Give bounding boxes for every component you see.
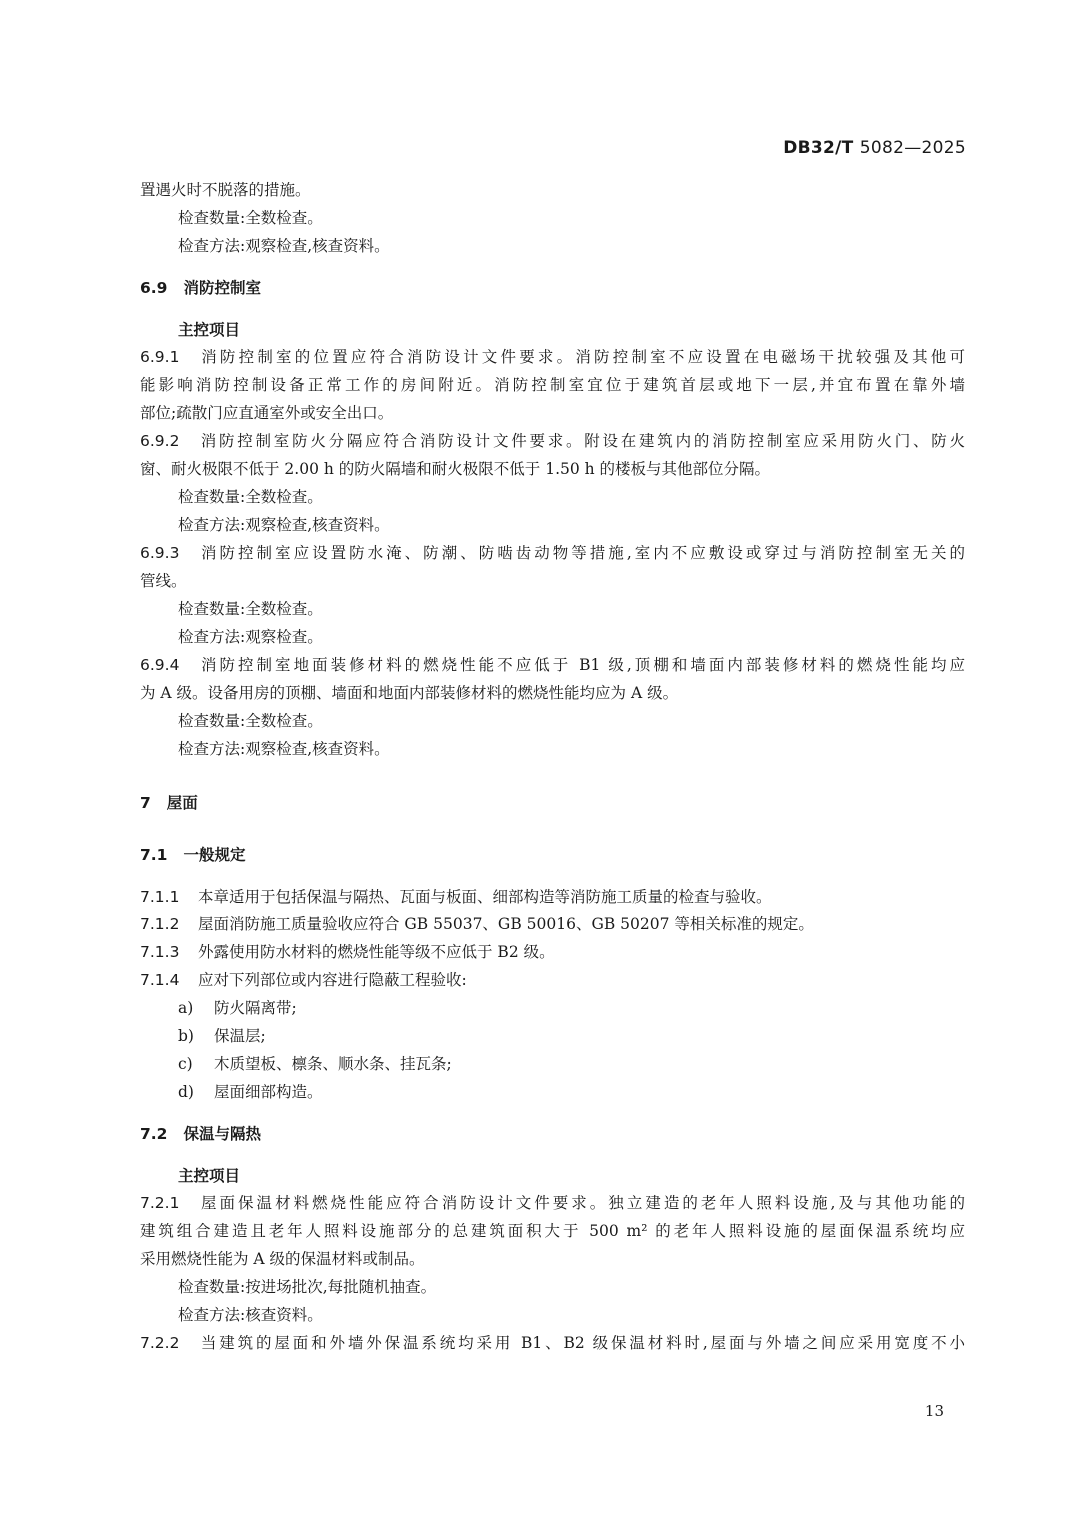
section-number: 6.9 <box>140 279 168 297</box>
clause-number: 6.9.4 <box>140 656 180 674</box>
clause-6-9-4-line-1 <box>140 655 965 675</box>
clause-7-2-2-line-1 <box>140 1333 965 1353</box>
clause-text: 本章适用于包括保温与隔热、瓦面与板面、细部构造等消防施工质量的检查与验收。 <box>198 888 772 906</box>
clause-6-9-1-line-1 <box>140 347 965 367</box>
standard-code <box>783 138 966 158</box>
clause-number: 7.1.2 <box>140 915 180 933</box>
check-method: 检查方法:核查资料。 <box>178 1306 323 1324</box>
standard-code-prefix: DB32/T <box>783 138 854 158</box>
list-item <box>178 998 1003 1018</box>
clause-7-2-1-line-2: 建筑组合建造且老年人照料设施部分的总建筑面积大于 500 m² 的老年人照料设施的屋面保温系统均应 <box>140 1222 965 1240</box>
clause-7-1-2 <box>140 914 965 934</box>
section-title: 一般规定 <box>183 846 246 864</box>
standard-code-number: 5082—2025 <box>859 138 966 158</box>
clause-number: 6.9.2 <box>140 432 180 450</box>
section-heading-6-9 <box>140 278 965 298</box>
chapter-heading-7 <box>140 793 965 813</box>
clause-text: 消防控制室地面装修材料的燃烧性能不应低于 B1 级,顶棚和墙面内部装修材料的燃烧性能均应 <box>198 656 965 674</box>
section-number: 7.2 <box>140 1125 168 1143</box>
section-heading-7-2 <box>140 1124 965 1144</box>
clause-text: 消防控制室防火分隔应符合消防设计文件要求。附设在建筑内的消防控制室应采用防火门、防火 <box>198 432 965 450</box>
list-text: 木质望板、檩条、顺水条、挂瓦条; <box>214 1055 452 1073</box>
clause-text: 应对下列部位或内容进行隐蔽工程验收: <box>198 971 467 989</box>
list-item <box>178 1026 1003 1046</box>
chapter-title: 屋面 <box>166 794 198 812</box>
clause-7-1-1 <box>140 887 965 907</box>
subheading-main-control: 主控项目 <box>178 321 241 339</box>
text-line: 置遇火时不脱落的措施。 <box>140 181 311 199</box>
list-label: c) <box>178 1055 193 1073</box>
clause-6-9-1-line-3: 部位;疏散门应直通室外或安全出口。 <box>140 404 394 422</box>
clause-7-1-4 <box>140 970 965 990</box>
clause-6-9-3-line-2: 管线。 <box>140 572 187 590</box>
list-text: 保温层; <box>214 1027 266 1045</box>
clause-number: 7.1.4 <box>140 971 180 989</box>
list-text: 防火隔离带; <box>214 999 297 1017</box>
list-label: d) <box>178 1083 194 1101</box>
list-label: a) <box>178 999 194 1017</box>
clause-number: 6.9.3 <box>140 544 180 562</box>
clause-6-9-4-line-2: 为 A 级。设备用房的顶棚、墙面和地面内部装修材料的燃烧性能均应为 A 级。 <box>140 684 679 702</box>
list-item <box>178 1054 1003 1074</box>
check-quantity: 检查数量:全数检查。 <box>178 712 323 730</box>
clause-7-2-1-line-1 <box>140 1193 965 1213</box>
subheading-main-control: 主控项目 <box>178 1167 241 1185</box>
clause-7-2-1-line-3: 采用燃烧性能为 A 级的保温材料或制品。 <box>140 1250 425 1268</box>
check-quantity: 检查数量:全数检查。 <box>178 488 323 506</box>
check-quantity: 检查数量:全数检查。 <box>178 600 323 618</box>
check-quantity: 检查数量:按进场批次,每批随机抽查。 <box>178 1278 437 1296</box>
section-title: 保温与隔热 <box>183 1125 261 1143</box>
check-method: 检查方法:观察检查,核查资料。 <box>178 516 390 534</box>
clause-number: 7.2.1 <box>140 1194 180 1212</box>
clause-6-9-2-line-1 <box>140 431 965 451</box>
clause-number: 6.9.1 <box>140 348 180 366</box>
section-title: 消防控制室 <box>183 279 261 297</box>
clause-text: 屋面保温材料燃烧性能应符合消防设计文件要求。独立建造的老年人照料设施,及与其他功能的 <box>198 1194 965 1212</box>
section-heading-7-1 <box>140 845 965 865</box>
clause-text: 消防控制室应设置防水淹、防潮、防啮齿动物等措施,室内不应敷设或穿过与消防控制室无关的 <box>198 544 965 562</box>
list-text: 屋面细部构造。 <box>214 1083 323 1101</box>
list-item <box>178 1082 1003 1102</box>
check-method: 检查方法:观察检查,核查资料。 <box>178 237 390 255</box>
clause-number: 7.1.1 <box>140 888 180 906</box>
clause-text: 屋面消防施工质量验收应符合 GB 55037、GB 50016、GB 50207 等相关标准的规定。 <box>198 915 814 933</box>
list-label: b) <box>178 1027 194 1045</box>
chapter-number: 7 <box>140 794 151 812</box>
check-method: 检查方法:观察检查,核查资料。 <box>178 740 390 758</box>
clause-text: 消防控制室的位置应符合消防设计文件要求。消防控制室不应设置在电磁场干扰较强及其他可 <box>198 348 965 366</box>
clause-number: 7.2.2 <box>140 1334 180 1352</box>
clause-6-9-1-line-2: 能影响消防控制设备正常工作的房间附近。消防控制室宜位于建筑首层或地下一层,并宜布置在靠外墙 <box>140 376 965 394</box>
clause-6-9-2-line-2: 窗、耐火极限不低于 2.00 h 的防火隔墙和耐火极限不低于 1.50 h 的楼板与其他部位分隔。 <box>140 460 771 478</box>
clause-number: 7.1.3 <box>140 943 180 961</box>
clause-6-9-3-line-1 <box>140 543 965 563</box>
clause-text: 外露使用防水材料的燃烧性能等级不应低于 B2 级。 <box>198 943 555 961</box>
clause-text: 当建筑的屋面和外墙外保温系统均采用 B1、B2 级保温材料时,屋面与外墙之间应采用宽度不小 <box>198 1334 965 1352</box>
check-quantity: 检查数量:全数检查。 <box>178 209 323 227</box>
clause-7-1-3 <box>140 942 965 962</box>
page-number: 13 <box>924 1402 944 1420</box>
check-method: 检查方法:观察检查。 <box>178 628 323 646</box>
section-number: 7.1 <box>140 846 168 864</box>
